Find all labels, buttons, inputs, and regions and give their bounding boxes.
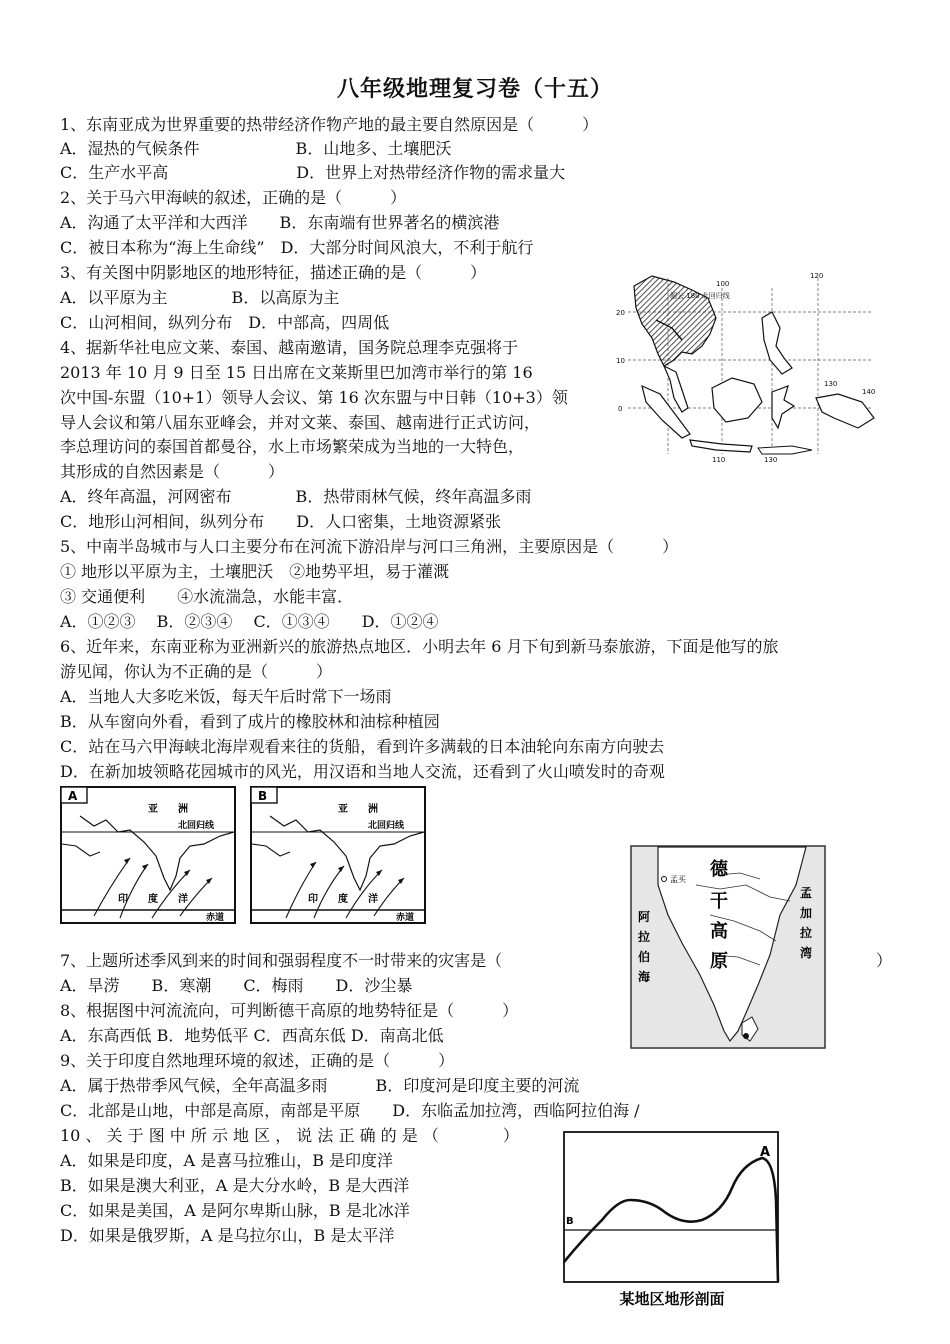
map-a-tropic: 北回归线 <box>178 821 215 831</box>
q3-options-cd: C．山河相间，纵列分布 D．中部高，四周低 <box>60 313 390 332</box>
q5-stem: 5、中南半岛城市与人口主要分布在河流下游沿岸与河口三角洲，主要原因是（ ） <box>60 537 679 556</box>
q5-items-34: ③ 交通便利 ④水流湍急，水能丰富． <box>60 587 354 606</box>
deccan-plateau-char-2: 干 <box>710 891 728 912</box>
map-sea-lon-130b: 130 <box>764 456 778 464</box>
q2-options-cd: C．被日本称为“海上生命线” D．大部分时间风浪大，不利于航行 <box>60 238 534 257</box>
profile-label-a: A <box>760 1145 771 1160</box>
q9-options-cd: C．北部是山地，中部是高原，南部是平原 D．东临孟加拉湾，西临阿拉伯海 / <box>60 1101 640 1120</box>
arabian-sea-char-3: 伯 <box>638 950 651 964</box>
q4-options-cd: C．地形山河相间，纵列分布 D．人口密集，土地资源紧张 <box>60 512 502 531</box>
q8-options: A．东高西低 B．地势低平 C．西高东低 D．南高北低 <box>60 1026 444 1045</box>
q10-option-c: C．如果是美国，A 是阿尔卑斯山脉，B 是北冰洋 <box>60 1201 410 1220</box>
map-b-ocean: 印 度 洋 <box>308 894 378 905</box>
q3-options-ab: A．以平原为主 B．以高原为主 <box>60 288 340 307</box>
deccan-plateau-map <box>630 845 826 1049</box>
arabian-sea-char-2: 拉 <box>638 930 651 944</box>
q7-paren-close: ） <box>876 951 893 970</box>
q10-option-d: D．如果是俄罗斯，A 是乌拉尔山，B 是太平洋 <box>60 1226 395 1245</box>
q9-options-ab: A．属于热带季风气候，全年高温多雨 B．印度河是印度主要的河流 <box>60 1076 580 1095</box>
southeast-asia-map <box>612 268 884 464</box>
q6-option-b: B．从车窗向外看，看到了成片的橡胶林和油棕种植园 <box>60 712 440 731</box>
q6-option-a: A．当地人大多吃米饭，每天午后时常下一场雨 <box>60 687 392 706</box>
q10-stem: 10 、 关 于 图 中 所 示 地 区 ， 说 法 正 确 的 是 （ ） <box>60 1126 519 1145</box>
map-sea-lat-0: 0 <box>618 405 623 413</box>
q1-stem: 1、东南亚成为世界重要的热带经济作物产地的最主要自然原因是（ ） <box>60 115 599 134</box>
monsoon-map-a <box>60 786 236 924</box>
q7-stem: 7、上题所述季风到来的时间和强弱程度不一时带来的灾害是（ <box>60 951 503 970</box>
q4-options-ab: A．终年高温，河网密布 B．热带雨林气候，终年高温多雨 <box>60 487 532 506</box>
q5-items-12: ① 地形以平原为主，土壤肥沃 ②地势平坦，易于灌溉 <box>60 562 450 581</box>
q9-stem: 9、关于印度自然地理环境的叙述，正确的是（ ） <box>60 1051 455 1070</box>
q2-options-ab: A．沟通了太平洋和大西洋 B．东南端有世界著名的横滨港 <box>60 213 500 232</box>
q3-stem: 3、有关图中阴影地区的地形特征，描述正确的是（ ） <box>60 263 487 282</box>
q6-option-d: D．在新加坡领略花园城市的风光，用汉语和当地人交流，还看到了火山喷发时的奇观 <box>60 762 665 781</box>
q6-option-c: C．站在马六甲海峡北海岸观看来往的货船，看到许多满载的日本油轮向东南方向驶去 <box>60 737 665 756</box>
profile-label-b: B <box>566 1216 574 1227</box>
q10-option-b: B．如果是澳大利亚，A 是大分水岭，B 是大西洋 <box>60 1176 410 1195</box>
q4-stem-line4: 导人会议和第八届东亚峰会，并对文莱、泰国、越南进行正式访问， <box>60 413 541 432</box>
q10-option-a: A．如果是印度，A 是喜马拉雅山，B 是印度洋 <box>60 1151 394 1170</box>
monsoon-map-b <box>250 786 426 924</box>
map-sea-lon-130: 130 <box>824 380 838 388</box>
map-sea-topleft-label: 湄公 180 北回归线 <box>670 292 730 300</box>
deccan-city-label: 孟买 <box>670 875 686 884</box>
map-a-equator: 赤道 <box>206 913 225 923</box>
deccan-plateau-char-4: 原 <box>710 951 728 972</box>
q2-stem: 2、关于马六甲海峡的叙述，正确的是（ ） <box>60 188 407 207</box>
page-title: 八年级地理复习卷（十五） <box>336 77 613 102</box>
map-sea-lat-20: 20 <box>616 309 625 317</box>
arabian-sea-char-1: 阿 <box>638 910 651 924</box>
map-sea-lon-120: 120 <box>810 272 824 280</box>
terrain-profile <box>562 1130 782 1312</box>
arabian-sea-char-4: 海 <box>638 970 651 984</box>
bengal-bay-char-4: 湾 <box>800 946 813 960</box>
bengal-bay-char-2: 加 <box>800 906 813 920</box>
q4-stem-line5: 李总理访问的泰国首都曼谷，水上市场繁荣成为当地的一大特色， <box>60 437 525 456</box>
map-a-letter: A <box>68 789 78 803</box>
q5-options: A．①②③ B．②③④ C．①③④ D．①②④ <box>60 612 439 631</box>
q1-options-ab: A．湿热的气候条件 B．山地多、土壤肥沃 <box>60 139 452 158</box>
map-sea-lat-10: 10 <box>616 357 625 365</box>
map-b-letter: B <box>258 789 268 803</box>
bengal-bay-char-3: 拉 <box>800 926 813 940</box>
q6-stem-line2: 游见闻，你认为不正确的是（ ） <box>60 662 333 681</box>
map-a-asia: 亚 洲 <box>148 804 188 815</box>
q4-stem-line2: 2013 年 10 月 9 日至 15 日出席在文莱斯里巴加湾市举行的第 16 <box>60 363 533 382</box>
map-b-asia: 亚 洲 <box>338 804 378 815</box>
map-sea-lon-100: 100 <box>716 280 730 288</box>
q8-stem: 8、根据图中河流流向，可判断德干高原的地势特征是（ ） <box>60 1001 519 1020</box>
q4-stem-line1: 4、据新华社电应文莱、泰国、越南邀请，国务院总理李克强将于 <box>60 338 519 357</box>
map-a-ocean: 印 度 洋 <box>118 894 188 905</box>
q4-stem-line3: 次中国-东盟（10+1）领导人会议、第 16 次东盟与中日韩（10+3）领 <box>60 388 568 407</box>
q4-stem-line6: 其形成的自然因素是（ ） <box>60 462 285 481</box>
bengal-bay-char-1: 孟 <box>800 886 813 900</box>
q6-stem-line1: 6、近年来，东南亚称为亚洲新兴的旅游热点地区．小明去年 6 月下旬到新马泰旅游，下面是他写的旅 <box>60 637 779 656</box>
q1-options-cd: C．生产水平高 D．世界上对热带经济作物的需求量大 <box>60 163 566 182</box>
map-b-equator: 赤道 <box>396 913 415 923</box>
deccan-plateau-char-3: 高 <box>710 921 728 942</box>
map-sea-lon-110: 110 <box>712 456 726 464</box>
deccan-plateau-char-1: 德 <box>710 859 728 880</box>
map-sea-lon-140: 140 <box>862 388 876 396</box>
map-b-tropic: 北回归线 <box>368 821 405 831</box>
q7-options: A．旱涝 B．寒潮 C．梅雨 D．沙尘暴 <box>60 976 413 995</box>
profile-caption: 某地区地形剖面 <box>619 1290 725 1308</box>
